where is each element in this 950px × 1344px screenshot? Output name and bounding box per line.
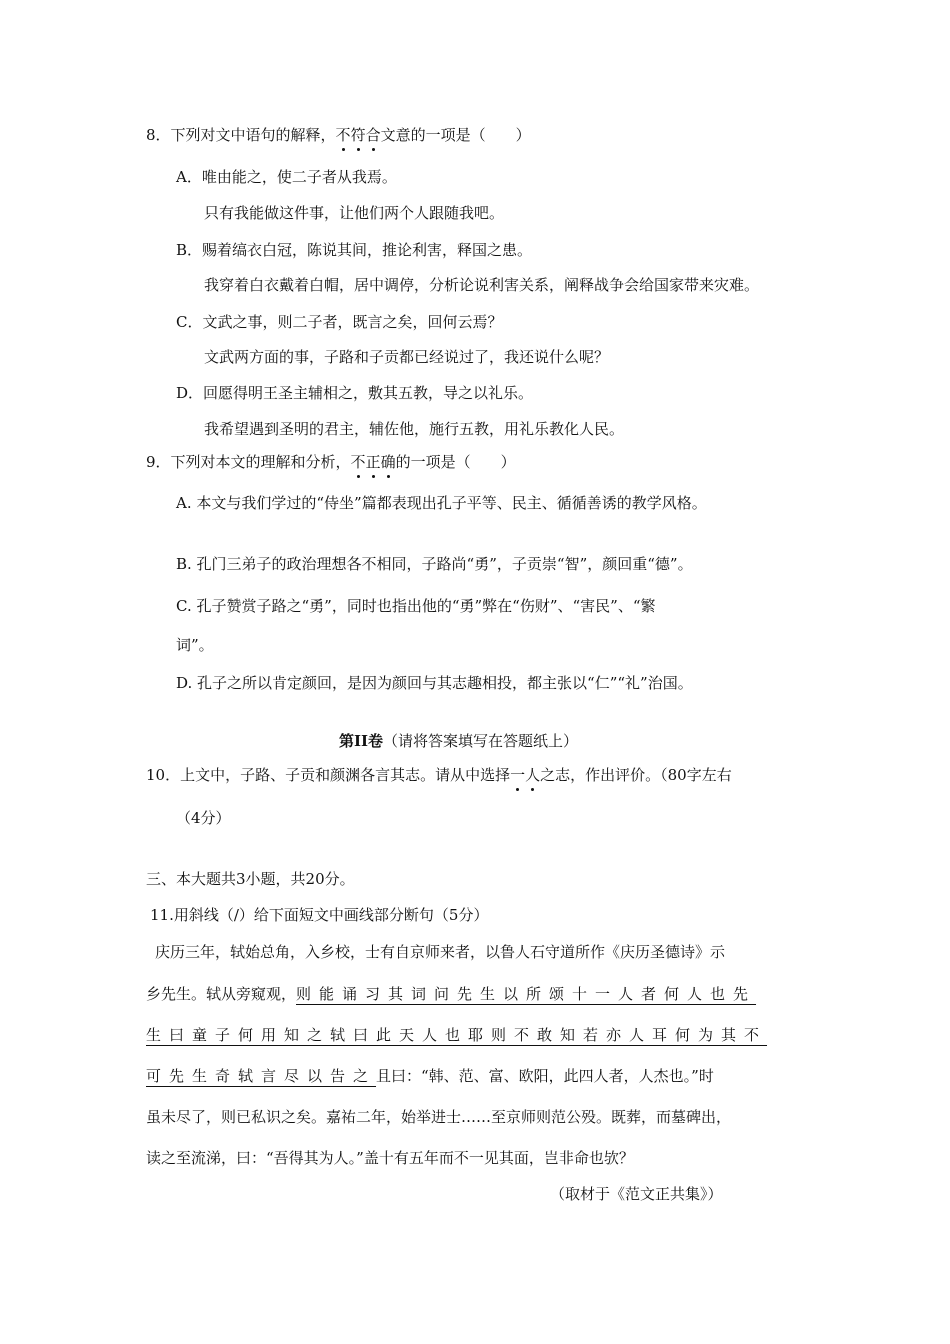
q8-option-d: D．回愿得明王圣主辅相之，敷其五教，导之以礼乐。 xyxy=(176,384,534,402)
q9-stem: 9．下列对本文的理解和分析，不正确的一项是（ ） xyxy=(146,453,516,471)
q8-option-b-translation: 我穿着白衣戴着白帽，居中调停，分析论说利害关系，阐释战争会给国家带来灾难。 xyxy=(204,276,760,294)
q8-stem: 8．下列对文中语句的解释，不符合文意的一项是（ ） xyxy=(146,126,531,144)
q10-score: （4分） xyxy=(176,809,231,827)
q8-option-c-translation: 文武两方面的事，子路和子贡都已经说过了，我还说什么呢？ xyxy=(204,348,610,366)
q8-option-a-translation: 只有我能做这件事，让他们两个人跟随我吧。 xyxy=(204,204,505,222)
underlined-passage: 生曰童子何用知之轼曰此天人也耶则不敢知若亦人耳何为其不 xyxy=(146,1026,768,1044)
q8-option-a: A．唯由能之，使二子者从我焉。 xyxy=(176,168,397,186)
q8-option-d-translation: 我希望遇到圣明的君主，辅佐他，施行五教，用礼乐教化人民。 xyxy=(204,420,625,438)
q9-option-c-line1: C. 孔子赞赏子路之“勇”，同时也指出他的“勇”弊在“伤财”、“害民”、“繁 xyxy=(176,597,656,615)
q9-option-c-line2: 词”。 xyxy=(176,636,214,654)
q8-option-c: C．文武之事，则二子者，既言之矣，回何云焉？ xyxy=(176,313,503,331)
section-3-heading: 三、本大题共3小题，共20分。 xyxy=(146,870,355,888)
q11-passage-line-1: 庆历三年，轼始总角，入乡校，士有自京师来者，以鲁人石守道所作《庆历圣德诗》示 xyxy=(155,943,726,961)
underlined-passage: 可先生奇轼言尽以告之 xyxy=(146,1067,377,1085)
q11-passage-line-2: 乡先生。轼从旁窥观，则能诵习其词问先生以所颂十一人者何人也先 xyxy=(146,985,757,1003)
q11-passage-line-4: 可先生奇轼言尽以告之且曰：“韩、范、富、欧阳，此四人者，人杰也。”时 xyxy=(146,1067,714,1085)
section-2-heading: 第II卷（请将答案填写在答题纸上） xyxy=(339,732,579,750)
q11-source: （取材于《范文正共集》） xyxy=(550,1185,723,1203)
q10-stem: 10．上文中，子路、子贡和颜渊各言其志。请从中选择一人之志，作出评价。（80字左右 xyxy=(146,766,732,784)
q11-passage-line-6: 读之至流涕，曰：“吾得其为人。”盖十有五年而不一见其面，岂非命也欤？ xyxy=(146,1149,634,1167)
q11-passage-line-5: 虽未尽了，则已私识之矣。嘉祐二年，始举进士……至京师则范公殁。既葬，而墓碑出， xyxy=(146,1108,732,1126)
q9-option-b: B. 孔门三弟子的政治理想各不相同，子路尚“勇”，子贡崇“智”，颜回重“德”。 xyxy=(176,555,693,573)
q9-option-a: A. 本文与我们学过的“侍坐”篇都表现出孔子平等、民主、循循善诱的教学风格。 xyxy=(176,494,707,512)
q11-stem: 11.用斜线（/）给下面短文中画线部分断句（5分） xyxy=(150,906,489,924)
underlined-passage: 则能诵习其词问先生以所颂十一人者何人也先 xyxy=(296,985,757,1003)
q9-option-d: D. 孔子之所以肯定颜回，是因为颜回与其志趣相投，都主张以“仁”“礼”治国。 xyxy=(176,674,693,692)
q11-passage-line-3 xyxy=(146,1025,767,1045)
q8-option-b: B．赐着缟衣白冠，陈说其间，推论利害，释国之患。 xyxy=(176,241,533,259)
